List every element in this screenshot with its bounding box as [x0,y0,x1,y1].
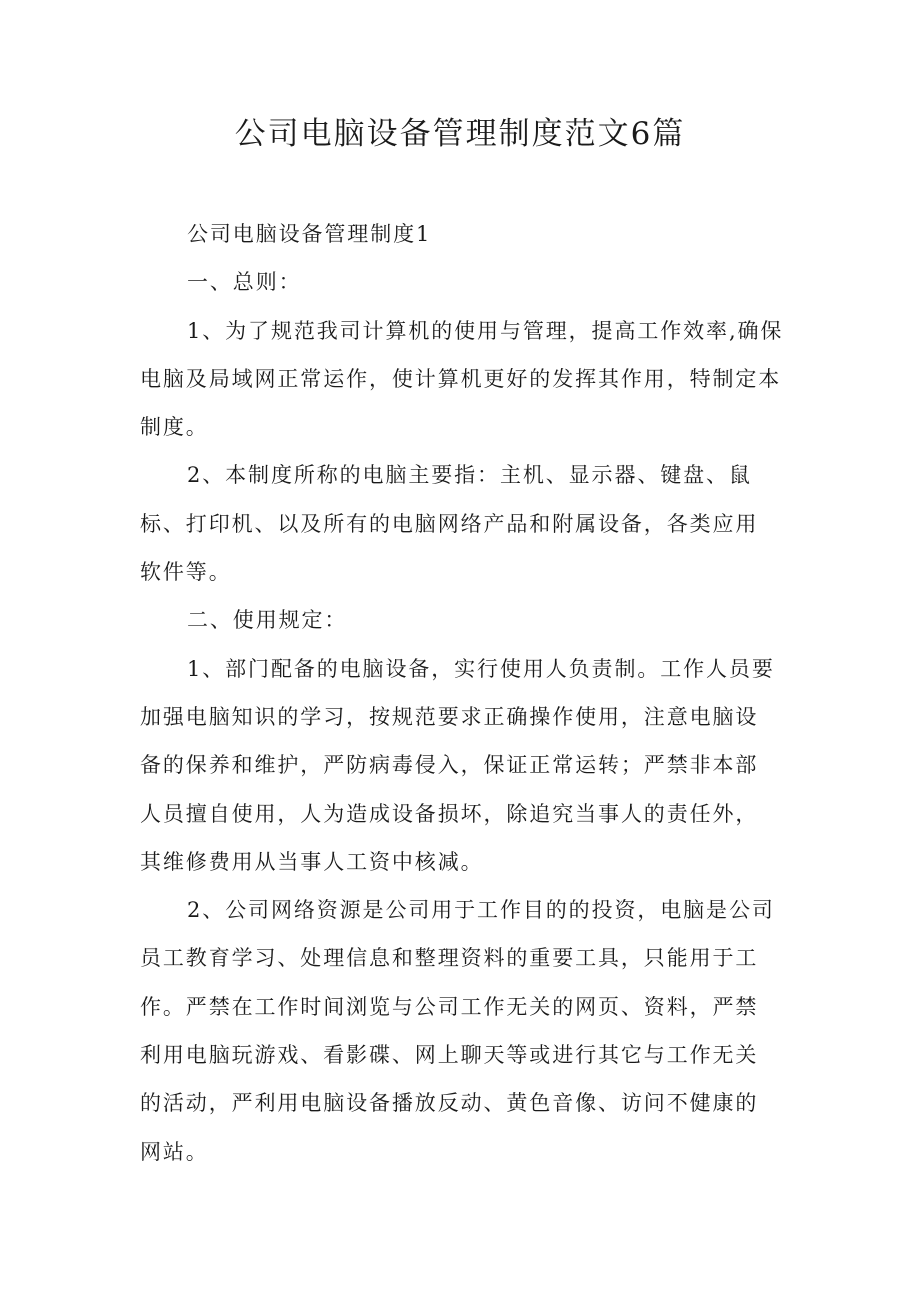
paragraph-line: 人员擅自使用，人为造成设备损坏，除追究当事人的责任外， [140,801,759,826]
paragraph-line: 的活动，严利用电脑设备播放反动、黄色音像、访问不健康的 [140,1091,759,1116]
paragraph-line: 1、部门配备的电脑设备，实行使用人负责制。工作人员要 [187,656,775,681]
paragraph-line: 网站。 [140,1139,209,1164]
paragraph-line: 标、打印机、以及所有的电脑网络产品和附属设备，各类应用 [140,511,759,536]
paragraph-line: 加强电脑知识的学习，按规范要求正确操作使用，注意电脑设 [140,704,759,729]
document-body [140,210,785,1176]
paragraph-line: 其维修费用从当事人工资中核减。 [140,849,484,874]
paragraph-line: 备的保养和维护，严防病毒侵入，保证正常运转；严禁非本部 [140,753,759,778]
paragraph-line: 制度。 [140,415,209,440]
paragraph-line: 2、公司网络资源是公司用于工作目的的投资，电脑是公司 [187,898,775,923]
chapter-heading: 二、使用规定： [187,608,348,633]
paragraph-line: 2、本制度所称的电脑主要指：主机、显示器、键盘、鼠 [187,463,752,488]
paragraph-line: 作。严禁在工作时间浏览与公司工作无关的网页、资料，严禁 [140,994,759,1019]
chapter-heading: 一、总则： [187,270,302,295]
paragraph-line: 利用电脑玩游戏、看影碟、网上聊天等或进行其它与工作无关 [140,1043,759,1068]
paragraph-line: 软件等。 [140,560,232,585]
document-title: 公司电脑设备管理制度范文6篇 [234,116,686,152]
paragraph-line: 1、为了规范我司计算机的使用与管理，提高工作效率,确保 [187,318,784,343]
paragraph-line: 员工教育学习、处理信息和整理资料的重要工具，只能用于工 [140,946,759,971]
paragraph-line: 电脑及局域网正常运作，使计算机更好的发挥其作用，特制定本 [140,366,782,391]
section-heading: 公司电脑设备管理制度1 [187,222,432,246]
